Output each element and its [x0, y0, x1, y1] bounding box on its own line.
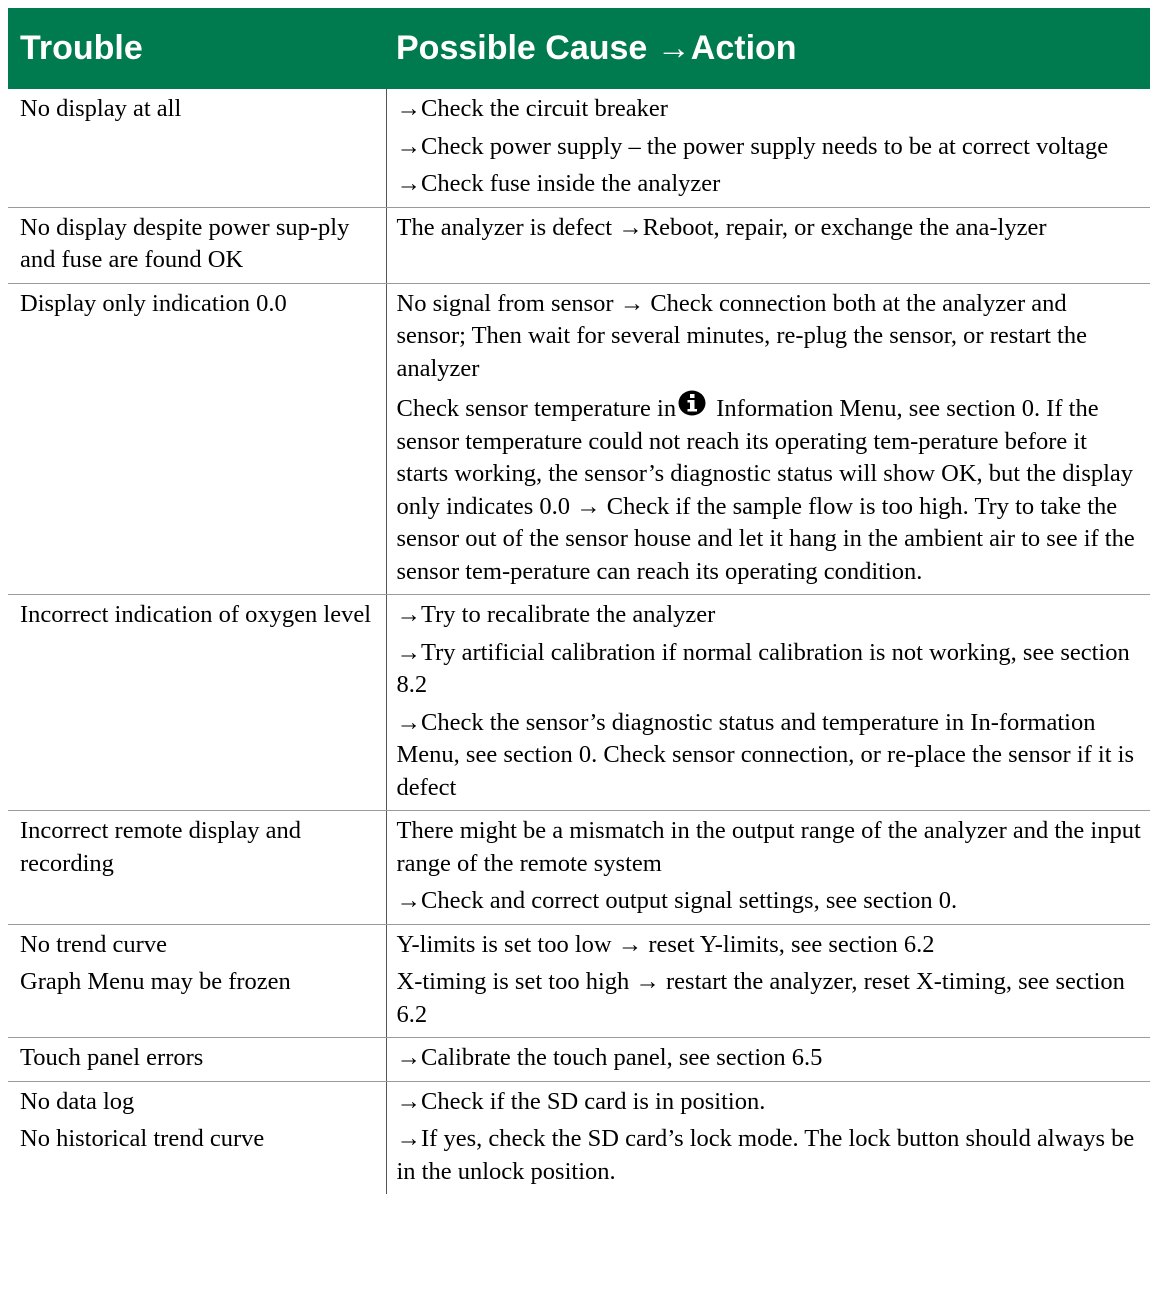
trouble-cell — [8, 811, 386, 925]
trouble-cell — [8, 1038, 386, 1082]
table-row — [8, 811, 1150, 925]
trouble-text: Graph Menu may be frozen — [20, 968, 291, 995]
action-text: →Check the circuit breaker — [396, 95, 668, 122]
table-row — [8, 207, 1150, 283]
table-row — [8, 89, 1150, 207]
trouble-text: Incorrect remote display and recording — [20, 817, 301, 877]
action-text: →Check fuse inside the analyzer — [396, 170, 721, 197]
info-icon — [678, 390, 706, 416]
table-header-row — [8, 8, 1150, 89]
table-row — [8, 595, 1150, 811]
action-text: →Try artificial calibration if normal calibration is not working, see section 8.2 — [396, 638, 1130, 698]
action-text: →Calibrate the touch panel, see section 6.5 — [396, 1044, 823, 1071]
action-text: →If yes, check the SD card’s lock mode. The lock button should always be in the unlock position. — [396, 1125, 1135, 1185]
info-action-after: Information Menu, see section 0. If the sensor temperature could not reach its operating tem-perature before it starts working, the sensor’s diagnostic status will show OK, but the display only indicates 0.0 → Check if the sample flow is too high. Try to take the sensor out of the sensor house and let it hang in the ambient air to see if the sensor tem-perature can reach its operating condition. — [396, 395, 1135, 585]
info-action-text — [397, 390, 1143, 588]
action-cell — [386, 89, 1150, 207]
action-text: →Check and correct output signal settings, see section 0. — [396, 887, 958, 914]
action-text: Y-limits is set too low → reset Y-limits, see section 6.2 — [396, 930, 935, 958]
table-row — [8, 1081, 1150, 1194]
action-text: →Try to recalibrate the analyzer — [396, 601, 716, 628]
trouble-cell — [8, 1081, 386, 1194]
trouble-text: Incorrect indication of oxygen level — [20, 601, 372, 628]
trouble-cell — [8, 89, 386, 207]
trouble-cell — [8, 924, 386, 1038]
action-cell — [386, 1081, 1150, 1194]
table-row — [8, 924, 1150, 1038]
trouble-cell — [8, 207, 386, 283]
trouble-cell — [8, 595, 386, 811]
info-action-before: Check sensor temperature in — [396, 395, 677, 422]
action-cell — [386, 1038, 1150, 1082]
trouble-text: Display only indication 0.0 — [20, 289, 287, 317]
action-text: →Check if the SD card is in position. — [396, 1087, 766, 1115]
action-cell — [386, 595, 1150, 811]
trouble-text: Touch panel errors — [20, 1044, 204, 1071]
trouble-text: No trend curve — [20, 930, 167, 958]
action-text: The analyzer is defect →Reboot, repair, or exchange the ana-lyzer — [396, 213, 1047, 241]
trouble-text: No display at all — [20, 95, 182, 122]
trouble-text: No historical trend curve — [20, 1125, 265, 1152]
header-trouble: Trouble — [8, 8, 386, 89]
table-row — [8, 283, 1150, 595]
trouble-text: No data log — [20, 1087, 135, 1115]
trouble-text: No display despite power sup-ply and fuse are found OK — [20, 213, 350, 273]
table-row — [8, 1038, 1150, 1082]
action-text: →Check the sensor’s diagnostic status and temperature in In-formation Menu, see section 0. Check sensor connection, or re-place the sensor if it is defect — [396, 708, 1135, 801]
troubleshooting-table — [8, 8, 1150, 1194]
header-cause-action: Possible Cause →Action — [386, 8, 1150, 89]
trouble-cell — [8, 283, 386, 595]
action-cell — [386, 283, 1150, 595]
action-cell — [386, 924, 1150, 1038]
action-cell — [386, 811, 1150, 925]
action-text: There might be a mismatch in the output range of the analyzer and the input range of the remote system — [396, 817, 1141, 877]
action-cell — [386, 207, 1150, 283]
action-text: →Check power supply – the power supply needs to be at correct voltage — [396, 132, 1109, 160]
action-text: X-timing is set too high → restart the analyzer, reset X-timing, see section 6.2 — [396, 968, 1125, 1028]
action-text: No signal from sensor → Check connection both at the analyzer and sensor; Then wait for several minutes, re-plug the sensor, or restart the analyzer — [396, 289, 1087, 382]
